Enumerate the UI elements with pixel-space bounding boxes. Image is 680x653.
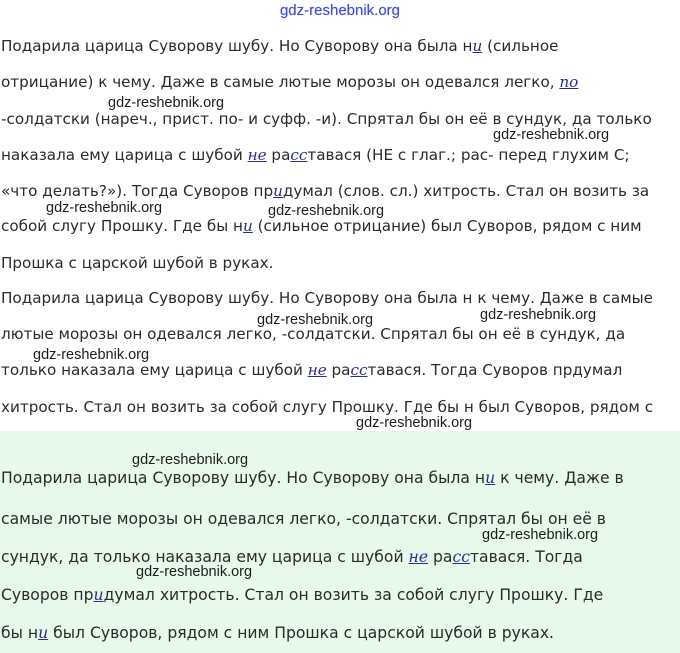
watermark: gdz-reshebnik.org xyxy=(108,95,225,111)
s1-line-2: отрицание) к чему. Даже в самые лютые морозы он одевался легко, по xyxy=(1,73,579,91)
watermark: gdz-reshebnik.org xyxy=(482,527,599,543)
watermark: gdz-reshebnik.org xyxy=(268,203,385,219)
s2-line-1: Подарила царица Суворову шубу. Но Суворову она была н к чему. Даже в самые xyxy=(1,289,653,307)
s2-line-4: хитрость. Стал он возить за собой слугу Прошку. Где бы н был Суворов, рядом с xyxy=(1,398,654,416)
highlight-letter: сс xyxy=(290,146,308,164)
highlight-letter: и xyxy=(38,624,49,642)
s1-line-3: -солдатски (нареч., прист. по- и суфф. -и). Спрятал бы он её в сундук, да только xyxy=(1,110,652,128)
highlight-letter: сс xyxy=(350,361,368,379)
s2-line-2: лютые морозы он одевался легко, -солдатски. Спрятал бы он её в сундук, да xyxy=(1,325,626,343)
s1-line-5: «что делать?»). Тогда Суворов придумал (слов. сл.) хитрость. Стал он возить за xyxy=(1,182,650,200)
s3-line-5: бы ни был Суворов, рядом с ним Прошка с царской шубой в руках. xyxy=(1,624,555,642)
s1-line-6: собой слугу Прошку. Где бы ни (сильное отрицание) был Суворов, рядом с ним xyxy=(1,217,642,235)
watermark: gdz-reshebnik.org xyxy=(257,312,374,328)
highlight-letter: не xyxy=(247,146,267,164)
s3-line-4: Суворов придумал хитрость. Стал он возить за собой слугу Прошку. Где xyxy=(1,586,604,604)
s1-line-1: Подарила царица Суворову шубу. Но Суворову она была ни (сильное xyxy=(1,37,559,55)
s3-line-2: самые лютые морозы он одевался легко, -солдатски. Спрятал бы он её в xyxy=(1,510,606,528)
watermark: gdz-reshebnik.org xyxy=(46,200,163,216)
watermark: gdz-reshebnik.org xyxy=(132,452,249,468)
s1-line-7: Прошка с царской шубой в руках. xyxy=(1,254,274,272)
highlight-letter: и xyxy=(242,217,253,235)
highlight-letter: и xyxy=(93,586,104,604)
watermark: gdz-reshebnik.org xyxy=(33,347,150,363)
highlight-letter: не xyxy=(307,361,327,379)
highlight-letter: и xyxy=(472,37,483,55)
header-watermark: gdz-reshebnik.org xyxy=(279,2,401,19)
s1-line-4: наказала ему царица с шубой не расставася (НЕ с глаг.; рас- перед глухим С; xyxy=(1,146,630,164)
watermark: gdz-reshebnik.org xyxy=(480,307,597,323)
highlight-letter: сс xyxy=(452,548,470,566)
watermark: gdz-reshebnik.org xyxy=(493,127,610,143)
highlight-letter: и xyxy=(485,469,496,487)
watermark: gdz-reshebnik.org xyxy=(136,564,253,580)
s3-line-3: сундук, да только наказала ему царица с шубой не расставася. Тогда xyxy=(1,548,583,566)
s3-line-1: Подарила царица Суворову шубу. Но Суворову она была ни к чему. Даже в xyxy=(1,469,624,487)
highlight-letter: не xyxy=(408,548,429,566)
highlight-letter: по xyxy=(559,73,579,91)
s2-line-3: только наказала ему царица с шубой не расставася. Тогда Суворов прдумал xyxy=(1,361,623,379)
watermark: gdz-reshebnik.org xyxy=(356,415,473,431)
highlight-letter: и xyxy=(273,182,283,200)
